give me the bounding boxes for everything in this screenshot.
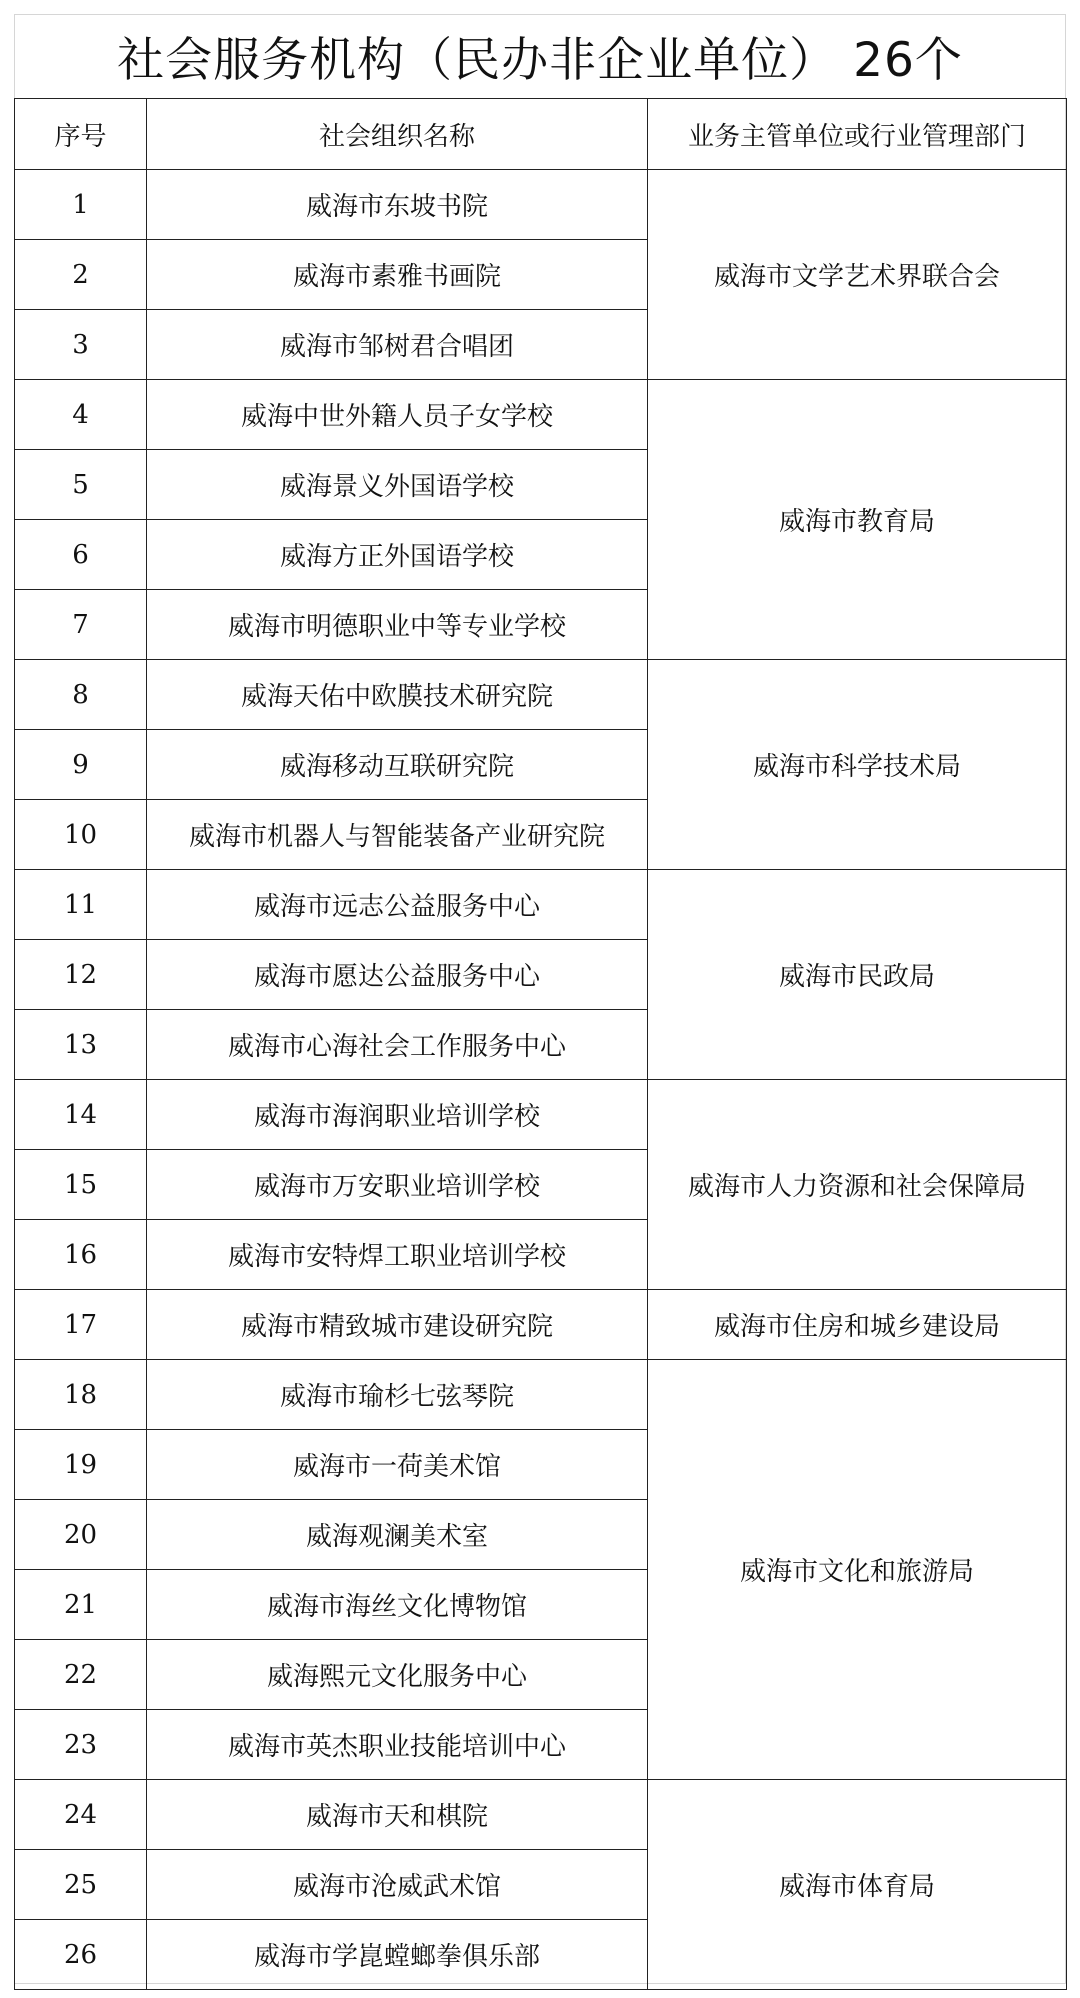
table-row bbox=[15, 1780, 1067, 1850]
row-index: 19 bbox=[15, 1430, 147, 1500]
department-name: 威海市科学技术局 bbox=[648, 660, 1067, 870]
row-index: 22 bbox=[15, 1640, 147, 1710]
row-index: 12 bbox=[15, 940, 147, 1010]
table-row bbox=[15, 170, 1067, 240]
department-name: 威海市体育局 bbox=[648, 1780, 1067, 1990]
organizations-table bbox=[14, 98, 1067, 1990]
table-row bbox=[15, 1290, 1067, 1360]
row-index: 6 bbox=[15, 520, 147, 590]
department-name: 威海市民政局 bbox=[648, 870, 1067, 1080]
organization-name: 威海市精致城市建设研究院 bbox=[147, 1290, 648, 1360]
row-index: 4 bbox=[15, 380, 147, 450]
row-index: 21 bbox=[15, 1570, 147, 1640]
organization-name: 威海市学崑螳螂拳俱乐部 bbox=[147, 1920, 648, 1990]
department-name: 威海市人力资源和社会保障局 bbox=[648, 1080, 1067, 1290]
organization-name: 威海方正外国语学校 bbox=[147, 520, 648, 590]
row-index: 13 bbox=[15, 1010, 147, 1080]
row-index: 5 bbox=[15, 450, 147, 520]
organization-name: 威海市机器人与智能装备产业研究院 bbox=[147, 800, 648, 870]
department-name: 威海市教育局 bbox=[648, 380, 1067, 660]
row-index: 26 bbox=[15, 1920, 147, 1990]
row-index: 2 bbox=[15, 240, 147, 310]
table-row bbox=[15, 660, 1067, 730]
row-index: 9 bbox=[15, 730, 147, 800]
organization-name: 威海市素雅书画院 bbox=[147, 240, 648, 310]
page-title: 社会服务机构（民办非企业单位） 26个 bbox=[117, 32, 963, 88]
table-row bbox=[15, 1080, 1067, 1150]
row-index: 20 bbox=[15, 1500, 147, 1570]
table-row bbox=[15, 870, 1067, 940]
organization-name: 威海观澜美术室 bbox=[147, 1500, 648, 1570]
organization-name: 威海市万安职业培训学校 bbox=[147, 1150, 648, 1220]
row-index: 18 bbox=[15, 1360, 147, 1430]
organization-name: 威海市心海社会工作服务中心 bbox=[147, 1010, 648, 1080]
organization-name: 威海景义外国语学校 bbox=[147, 450, 648, 520]
table-body bbox=[15, 170, 1067, 1990]
department-name: 威海市文学艺术界联合会 bbox=[648, 170, 1067, 380]
organization-name: 威海市愿达公益服务中心 bbox=[147, 940, 648, 1010]
organization-name: 威海中世外籍人员子女学校 bbox=[147, 380, 648, 450]
organization-name: 威海市沧威武术馆 bbox=[147, 1850, 648, 1920]
row-index: 3 bbox=[15, 310, 147, 380]
organization-name: 威海市东坡书院 bbox=[147, 170, 648, 240]
table-row bbox=[15, 380, 1067, 450]
organization-name: 威海市明德职业中等专业学校 bbox=[147, 590, 648, 660]
row-index: 23 bbox=[15, 1710, 147, 1780]
organization-name: 威海熙元文化服务中心 bbox=[147, 1640, 648, 1710]
row-index: 25 bbox=[15, 1850, 147, 1920]
header-index: 序号 bbox=[15, 99, 147, 170]
department-name: 威海市文化和旅游局 bbox=[648, 1360, 1067, 1780]
organization-name: 威海移动互联研究院 bbox=[147, 730, 648, 800]
row-index: 24 bbox=[15, 1780, 147, 1850]
organization-name: 威海市安特焊工职业培训学校 bbox=[147, 1220, 648, 1290]
organization-name: 威海市天和棋院 bbox=[147, 1780, 648, 1850]
organization-name: 威海市海丝文化博物馆 bbox=[147, 1570, 648, 1640]
row-index: 16 bbox=[15, 1220, 147, 1290]
row-index: 7 bbox=[15, 590, 147, 660]
organization-name: 威海市远志公益服务中心 bbox=[147, 870, 648, 940]
row-index: 1 bbox=[15, 170, 147, 240]
organization-name: 威海市瑜杉七弦琴院 bbox=[147, 1360, 648, 1430]
table-header-row bbox=[15, 99, 1067, 170]
row-index: 15 bbox=[15, 1150, 147, 1220]
header-organization-name: 社会组织名称 bbox=[147, 99, 648, 170]
row-index: 17 bbox=[15, 1290, 147, 1360]
organization-name: 威海天佑中欧膜技术研究院 bbox=[147, 660, 648, 730]
row-index: 11 bbox=[15, 870, 147, 940]
organization-name: 威海市一荷美术馆 bbox=[147, 1430, 648, 1500]
organization-name: 威海市邹树君合唱团 bbox=[147, 310, 648, 380]
row-index: 8 bbox=[15, 660, 147, 730]
row-index: 14 bbox=[15, 1080, 147, 1150]
organization-name: 威海市海润职业培训学校 bbox=[147, 1080, 648, 1150]
header-department: 业务主管单位或行业管理部门 bbox=[648, 99, 1067, 170]
organization-name: 威海市英杰职业技能培训中心 bbox=[147, 1710, 648, 1780]
row-index: 10 bbox=[15, 800, 147, 870]
department-name: 威海市住房和城乡建设局 bbox=[648, 1290, 1067, 1360]
table-row bbox=[15, 1360, 1067, 1430]
